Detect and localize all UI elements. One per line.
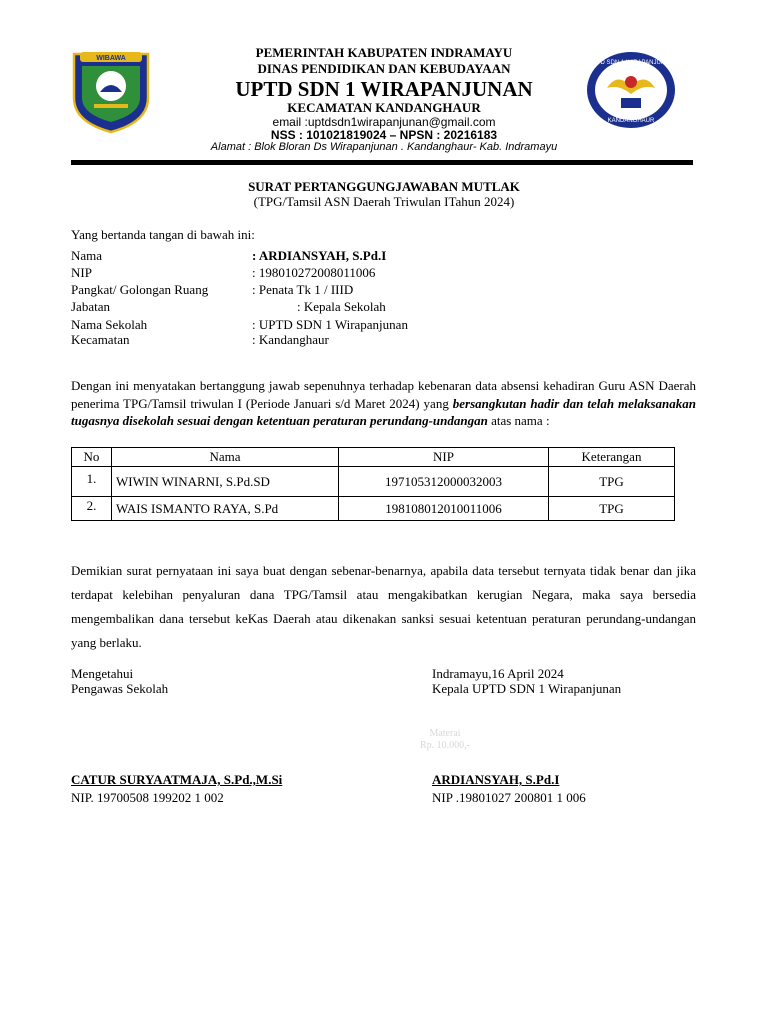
header-nip: NIP	[339, 448, 549, 467]
letterhead-email: email :uptdsdn1wirapanjunan@gmail.com	[272, 115, 496, 129]
teacher-table	[71, 447, 675, 521]
field-label-nama: Nama	[71, 248, 103, 263]
letterhead-divider	[71, 160, 693, 165]
table-row	[72, 467, 675, 497]
cell-nip: 198108012010011006	[339, 497, 549, 521]
document-title: SURAT PERTANGGUNGJAWABAN MUTLAK	[248, 179, 520, 194]
field-value-kecamatan: : Kandanghaur	[252, 332, 329, 347]
letterhead-address: Alamat : Blok Bloran Ds Wirapanjunan . Kandanghaur- Kab. Indramayu	[210, 141, 558, 153]
letterhead-district: KECAMATAN KANDANGHAUR	[287, 100, 481, 115]
field-label-jabatan: Jabatan	[71, 299, 110, 314]
statement-paragraph	[71, 377, 696, 430]
cell-no: 1.	[72, 467, 112, 497]
letterhead-school: UPTD SDN 1 WIRAPANJUNAN	[235, 77, 533, 101]
letterhead-nss: NSS : 101021819024 – NPSN : 20216183	[270, 128, 498, 142]
cell-nip: 197105312000032003	[339, 467, 549, 497]
sig-right-line2: Kepala UPTD SDN 1 Wirapanjunan	[432, 681, 622, 696]
cell-keterangan: TPG	[549, 467, 675, 497]
table-row	[72, 497, 675, 521]
sig-right-name: ARDIANSYAH, S.Pd.I	[432, 772, 560, 787]
table-header-row	[72, 448, 675, 467]
cell-nama: WIWIN WINARNI, S.Pd.SD	[112, 467, 339, 497]
statement-emphasis: bersangkutan hadir dan telah melaksanakan tugasnya disekolah sesuai dengan ketentuan peraturan perundang-undangan	[71, 395, 696, 428]
field-value-nama: : ARDIANSYAH, S.Pd.I	[252, 248, 387, 263]
field-value-pangkat: : Penata Tk 1 / IIID	[252, 282, 354, 297]
letterhead-government: PEMERINTAH KABUPATEN INDRAMAYU	[255, 45, 513, 60]
letterhead-department: DINAS PENDIDIKAN DAN KEBUDAYAAN	[257, 61, 511, 76]
sig-right-nip: NIP .19801027 200801 1 006	[432, 790, 586, 805]
sig-left-line2: Pengawas Sekolah	[71, 681, 169, 696]
sig-left-line1: Mengetahui	[71, 666, 134, 681]
statement-part3: atas nama :	[487, 413, 550, 428]
field-label-pangkat: Pangkat/ Golongan Ruang	[71, 282, 209, 297]
materai-amount: Rp. 10.000,-	[420, 740, 470, 751]
closing-paragraph: Demikian surat pernyataan ini saya buat dengan sebenar-benarnya, apabila data tersebut ternyata tidak benar dan jika terdapat kelebihan penyaluran dana TPG/Tamsil atau mengakibatkan kerugian Negara, maka saya bersedia mengembalikan dana tersebut keKas Daerah atau dikenakan sanksi sesuai ketentuan peraturan perundang-undangan yang berlaku.	[71, 563, 696, 650]
intro-text: Yang bertanda tangan di bawah ini:	[71, 227, 255, 242]
header-keterangan: Keterangan	[549, 448, 675, 467]
header-no: No	[72, 448, 112, 467]
field-label-sekolah: Nama Sekolah	[71, 317, 148, 332]
field-label-nip: NIP	[71, 265, 92, 280]
cell-no: 2.	[72, 497, 112, 521]
field-value-nip: : 198010272008011006	[252, 265, 376, 280]
field-value-sekolah: : UPTD SDN 1 Wirapanjunan	[252, 317, 408, 332]
statement-part1: Dengan ini menyatakan bertanggung jawab sepenuhnya terhadap kebenaran data absensi kehadiran Guru ASN Daerah penerima TPG/Tamsil triwulan I (Periode Januari s/d Maret 2024) yang	[71, 378, 696, 411]
field-label-kecamatan: Kecamatan	[71, 332, 130, 347]
header-nama: Nama	[112, 448, 339, 467]
materai-stamp	[400, 728, 490, 752]
crest-motto-text: WIBAWA	[96, 55, 126, 62]
emblem-bottom-text: KANDANGHAUR	[607, 118, 655, 124]
emblem-top-text: UPTD SDN 1 WIRAPANJUNAN	[588, 60, 674, 66]
document-subtitle: (TPG/Tamsil ASN Daerah Triwulan ITahun 2024)	[253, 194, 515, 209]
field-value-jabatan: : Kepala Sekolah	[297, 299, 386, 314]
sig-left-name: CATUR SURYAATMAJA, S.Pd.,M.Si	[71, 772, 283, 787]
cell-nama: WAIS ISMANTO RAYA, S.Pd	[112, 497, 339, 521]
sig-left-nip: NIP. 19700508 199202 1 002	[71, 790, 224, 805]
materai-label: Materai	[429, 728, 461, 739]
cell-keterangan: TPG	[549, 497, 675, 521]
sig-right-line1: Indramayu,16 April 2024	[432, 666, 564, 681]
